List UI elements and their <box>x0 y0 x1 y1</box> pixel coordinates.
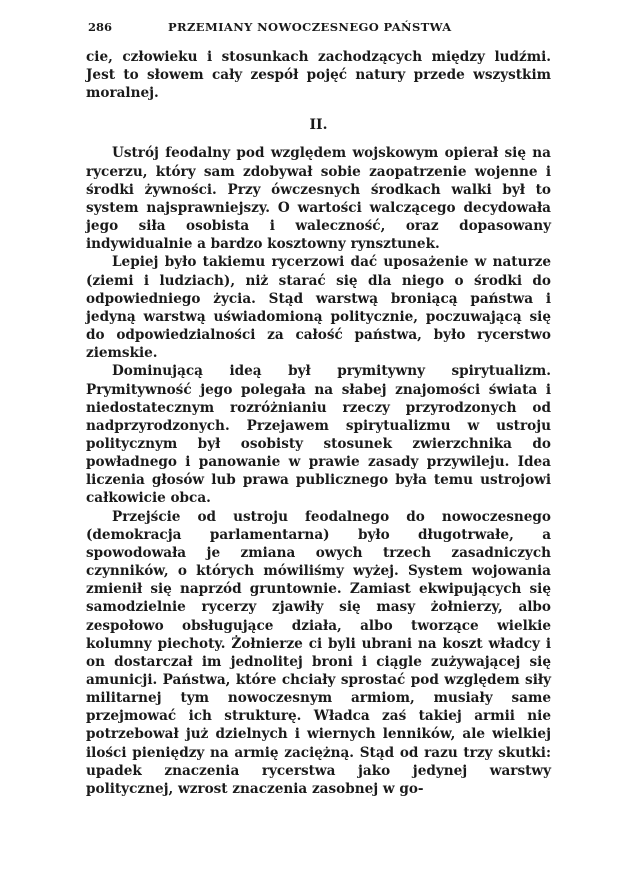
body-text <box>86 48 551 798</box>
paragraph: Lepiej było takiemu rycerzowi dać uposażenie w naturze (ziemi i ludziach), niż starać się dla niego o środki do odpowiedniego życia. Stąd warstwą broniącą państwa i jedyną warstwą uświadomioną politycznie, poczuwającą się do odpowiedzialności za całość państwa, było rycerstwo ziemskie. <box>86 254 551 362</box>
section-heading: II. <box>309 117 328 134</box>
paragraph: Przejście od ustroju feodalnego do nowoczesnego (demokracja parlamentarna) było długotrwałe, a spowodowała je zmiana owych trzech zasadniczych czynników, o których mówiliśmy wyżej. System wojowania zmienił się naprzód gruntownie. Zamiast ekwipujących się samodzielnie rycerzy zjawiły się masy żołnierzy, albo zespołowo obsługujące działa, albo tworzące wielkie kolumny piechoty. Żołnierze ci byli ubrani na koszt władcy i on dostarczał im jednolitej broni i ciągle zużywającej się amunicji. Państwa, które chciały sprostać pod względem siły militarnej tym nowoczesnym armiom, musiały same przejmować ich strukturę. Władca zaś takiej armii nie potrzebował już dzielnych i wiernych lenników, ale wielkiej ilości pieniędzy na armię zaciężną. Stąd od razu trzy skutki: upadek znaczenia rycerstwa jako jedynej warstwy politycznej, wzrost znaczenia zasobnej w go- <box>86 508 551 797</box>
paragraph-continuation: cie, człowieku i stosunkach zachodzących między ludźmi. Jest to słowem cały zespół pojęć natury przede wszystkim moralnej. <box>86 49 551 102</box>
book-page <box>86 14 551 798</box>
running-title: PRZEMIANY NOWOCZESNEGO PAŃSTWA <box>168 20 452 34</box>
running-head <box>86 14 551 38</box>
page-number: 286 <box>88 20 113 34</box>
paragraph: Dominującą ideą był prymitywny spirytualizm. Prymitywność jego polegała na słabej znajomości świata i niedostatecznym rozróżnianiu rzeczy przyrodzonych od nadprzyrodzonych. Przejawem spirytualizmu w ustroju politycznym był osobisty stosunek zwierzchnika do powładnego i panowanie w prawie zasady przywileju. Idea liczenia głosów lub prawa publicznego była temu ustrojowi całkowicie obca. <box>86 363 551 507</box>
paragraph: Ustrój feodalny pod względem wojskowym opierał się na rycerzu, który sam zdobywał sobie zaopatrzenie wojenne i środki żywności. Przy ówczesnych środkach walki był to system najsprawniejszy. O wartości walczącego decydowała jego siła osobista i waleczność, oraz dopasowany indywidualnie a bardzo kosztowny rynsztunek. <box>86 145 551 253</box>
